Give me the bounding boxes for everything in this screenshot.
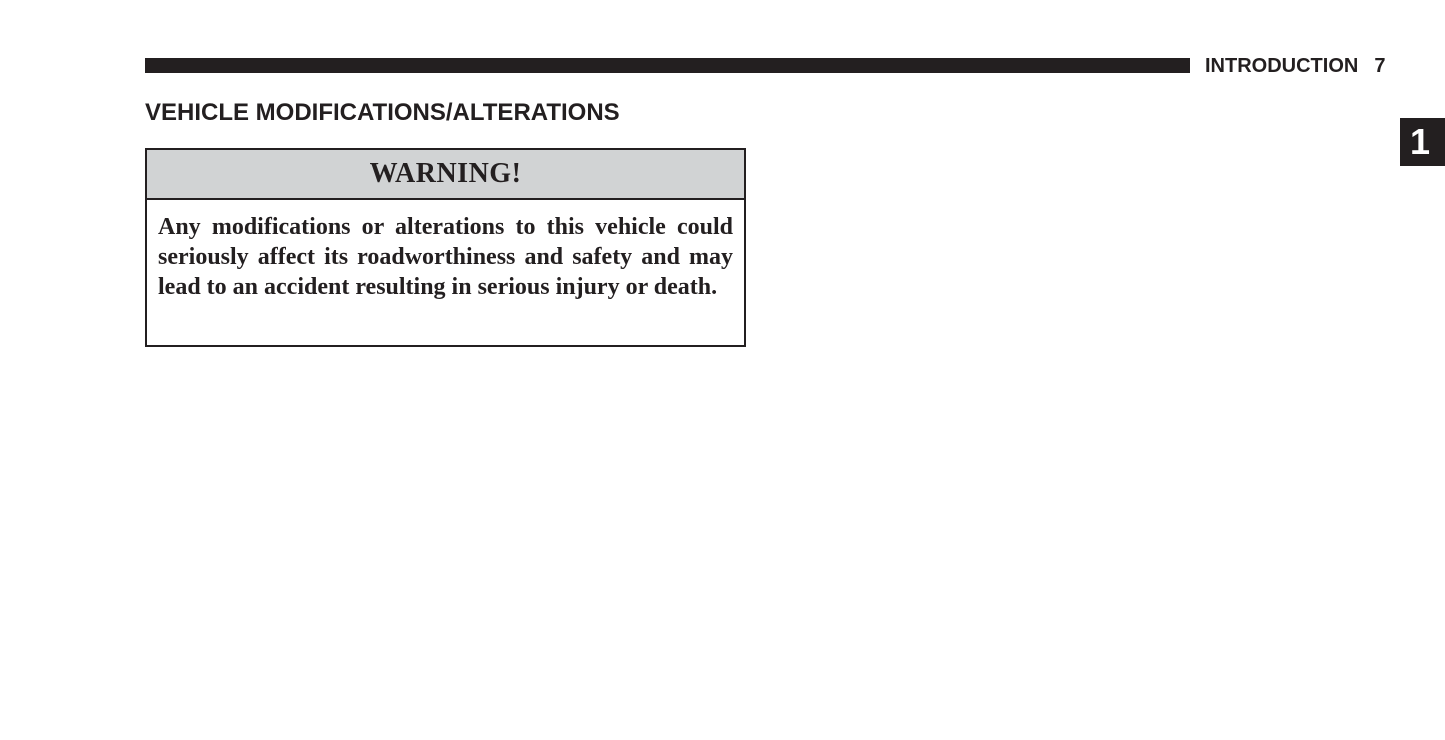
- section-title: VEHICLE MODIFICATIONS/ALTERATIONS: [145, 99, 620, 126]
- page-number: 7: [1374, 55, 1386, 77]
- warning-heading: WARNING!: [147, 150, 744, 200]
- header-rule: [145, 58, 1190, 73]
- running-head-section: INTRODUCTION: [1205, 55, 1359, 77]
- warning-text: Any modifications or alterations to this vehicle could seriously affect its roadworthiness and safety and may lead to an accident resulting in serious injury or death.: [158, 214, 733, 300]
- running-head: [1205, 54, 1385, 78]
- chapter-tab: 1: [1400, 118, 1445, 166]
- warning-box: [145, 148, 746, 347]
